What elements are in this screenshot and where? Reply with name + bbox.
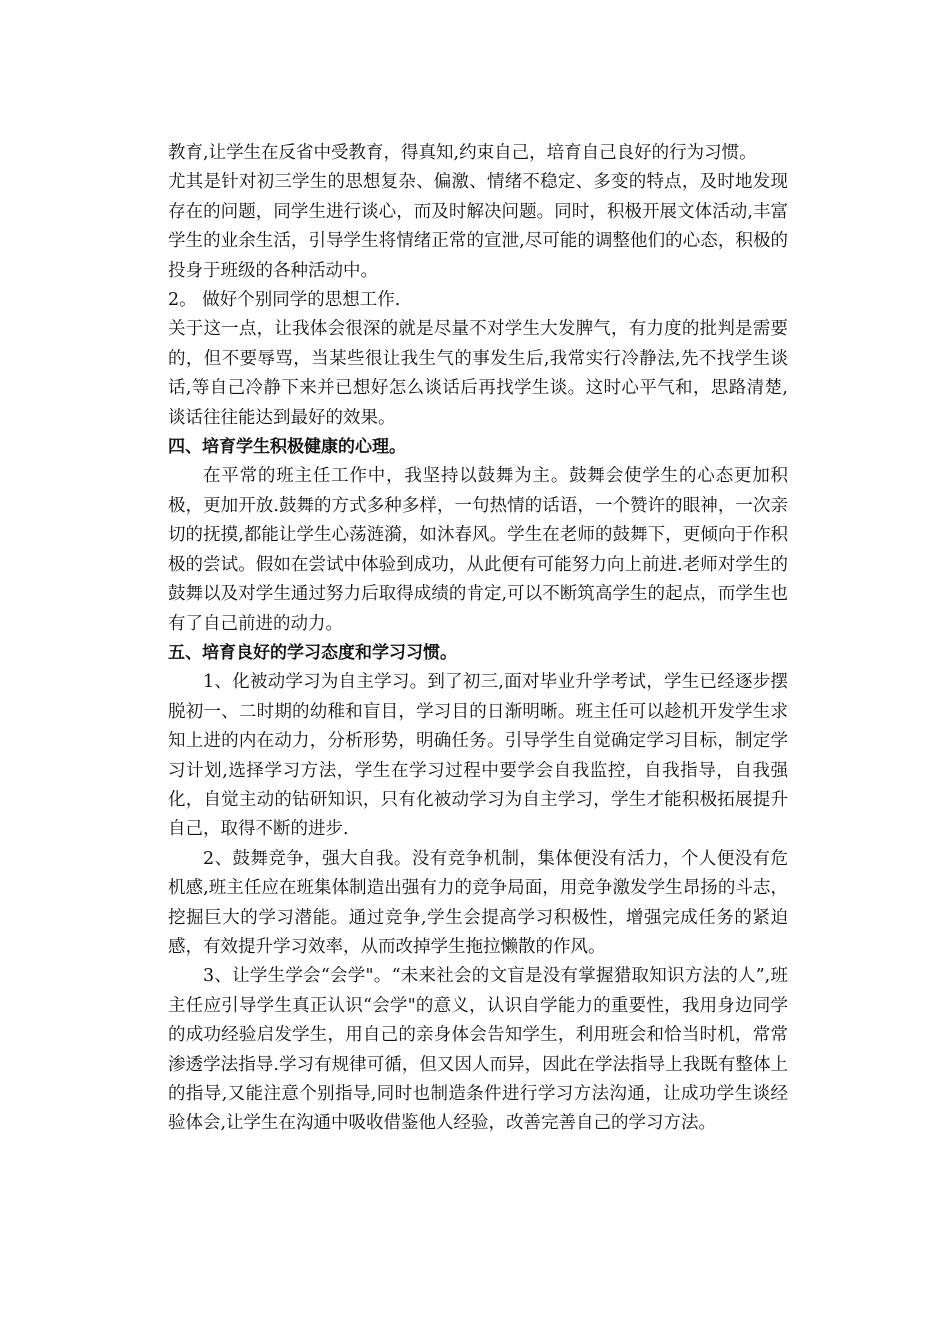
- paragraph-individual-work-title: 2。 做好个别同学的思想工作.: [168, 290, 401, 311]
- paragraph-learning-how-to-learn: 3、让学生学会“会学"。“未来社会的文盲是没有掌握猎取知识方法的人”,班主任应引导学生真正认识“会学"的意义，认识自学能力的重要性，我用身边同学的成功经验启发学生，用自己的亲身体会告知学生，利用班会和恰当时机，常常渗透学法指导.学习有规律可循，但又因人而异，因此在学法指导上我既有整体上的指导,又能注意个别指导,同时也制造条件进行学习方法沟通，让成功学生谈经验体会,让学生在沟通中吸收借鉴他人经验，改善完善自己的学习方法。: [168, 966, 788, 1134]
- paragraph-competition: 2、鼓舞竞争，强大自我。没有竞争机制，集体便没有活力，个人便没有危机感,班主任应在班集体制造出强有力的竞争局面，用竞争激发学生昂扬的斗志，挖掘巨大的学习潜能。通过竞争,学生会提高学习积极性，增强完成任务的紧迫感，有效提升学习效率，从而改掉学生拖拉懒散的作风。: [168, 848, 788, 957]
- paragraph-grade-three-students: 尤其是针对初三学生的思想复杂、偏激、情绪不稳定、多变的特点，及时地发现存在的问题，同学生进行谈心，而及时解决问题。同时，积极开展文体活动,丰富学生的业余生活，引导学生将情绪正常的宣泄,尽可能的调整他们的心态，积极的投身于班级的各种活动中。: [168, 172, 788, 281]
- paragraph-calm-method: 关于这一点，让我体会很深的就是尽量不对学生大发脾气，有力度的批判是需要的，但不要辱骂，当某些很让我生气的事发生后,我常实行冷静法,先不找学生谈话,等自己冷静下来并已想好怎么谈话后再找学生谈。这时心平气和，思路清楚,谈话往往能达到最好的效果。: [168, 319, 788, 428]
- paragraph-encouragement: 在平常的班主任工作中，我坚持以鼓舞为主。鼓舞会使学生的心态更加积极，更加开放.鼓舞的方式多种多样，一句热情的话语，一个赞许的眼神，一次亲切的抚摸,都能让学生心荡涟漪，如沐春风。学生在老师的鼓舞下，更倾向于作积极的尝试。假如在尝试中体验到成功，从此便有可能努力向上前进.老师对学生的鼓舞以及对学生通过努力后取得成绩的肯定,可以不断筑高学生的起点，而学生也有了自己前进的动力。: [168, 466, 788, 634]
- paragraph-self-directed-learning: 1、化被动学习为自主学习。到了初三,面对毕业升学考试，学生已经逐步摆脱初一、二时期的幼稚和盲目，学习目的日渐明晰。班主任可以趁机开发学生求知上进的内在动力，分析形势，明确任务。引导学生自觉确定学习目标，制定学习计划,选择学习方法，学生在学习过程中要学会自我监控，自我指导，自我强化，自觉主动的钻研知识，只有化被动学习为自主学习，学生才能积极拓展提升自己，取得不断的进步.: [168, 672, 788, 840]
- section-heading-5: 五、培育良好的学习态度和学习习惯。: [168, 642, 457, 663]
- paragraph-moral-education-end: 教育,让学生在反省中受教育，得真知,约束自己，培育自己良好的行为习惯。: [168, 143, 757, 163]
- section-heading-4: 四、培育学生积极健康的心理。: [168, 437, 406, 458]
- document-body: [168, 139, 788, 1139]
